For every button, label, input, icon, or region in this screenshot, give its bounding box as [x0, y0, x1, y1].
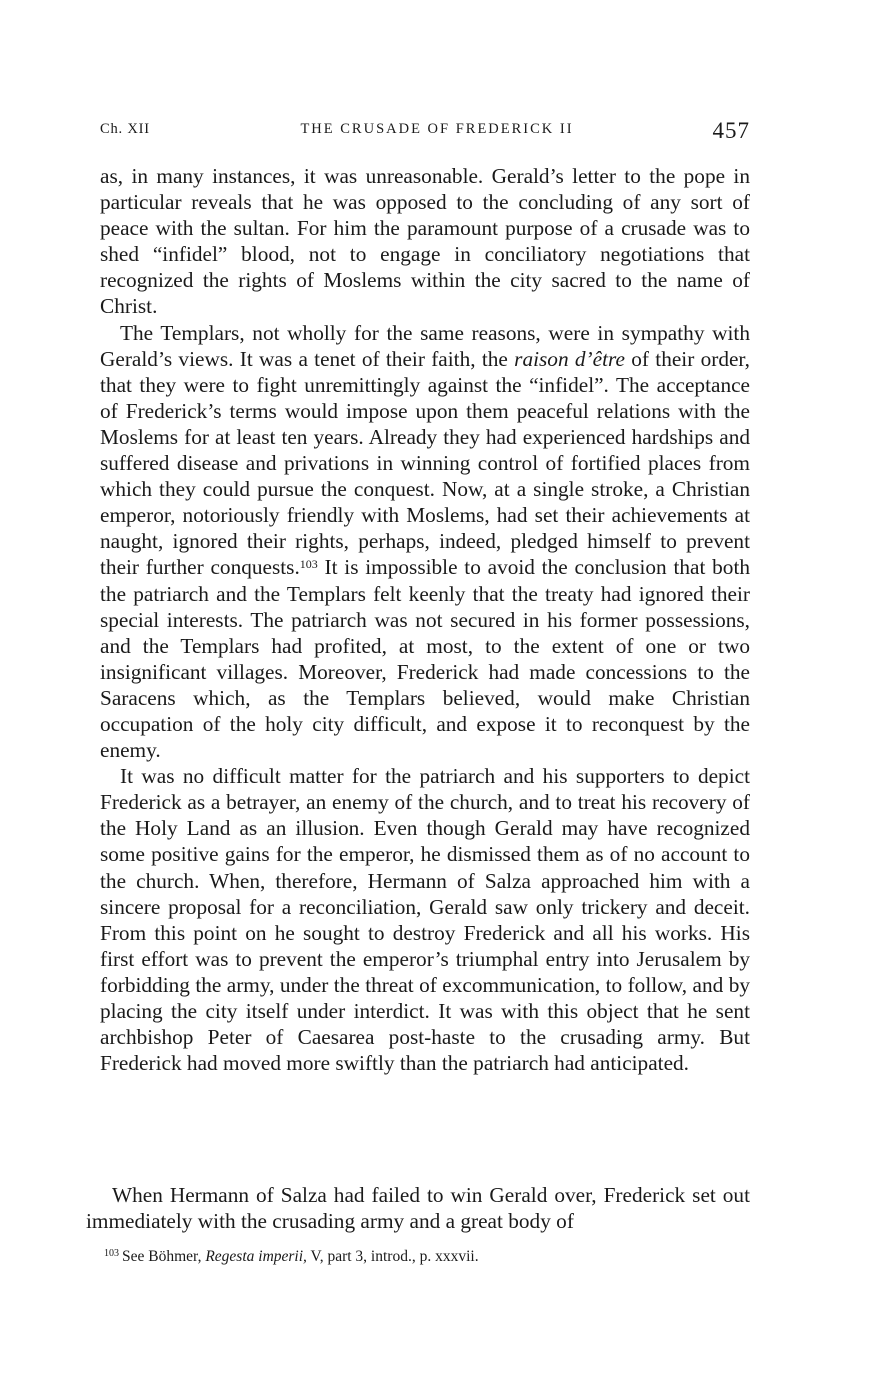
paragraph-2 — [100, 320, 750, 764]
paragraph-1: as, in many instances, it was unreasonable. Gerald’s letter to the pope in particular reveals that he was opposed to the concluding of any sort of peace with the sultan. For him the paramount purpose of a crusade was to shed “infidel” blood, not to engage in conciliatory negotiations that recognized the rights of Moslems within the city sacred to the name of Christ. — [100, 164, 750, 319]
chapter-label: Ch. XII — [100, 121, 150, 137]
running-head — [100, 118, 750, 151]
paragraph-2-text-b: of their order, that they were to fight unremittingly against the “infidel”. The acceptance of Frederick’s terms would impose upon them peaceful relations with the Moslems for at least ten years. Already they had experienced hardships and suffered disease and privations in winning control of fortified places from which they could pursue the conquest. Now, at a single stroke, a Christian emperor, notoriously friendly with Moslems, had set their achievements at naught, ignored their rights, perhaps, indeed, pledged himself to prevent their further conquests. — [100, 346, 750, 580]
paragraph-4: When Hermann of Salza had failed to win Gerald over, Frederick set out immediately with the crusading army and a great body of — [86, 1183, 750, 1234]
footnote-italic: Regesta imperii, — [205, 1248, 307, 1265]
footnote-text-a: See Böhmer, — [122, 1248, 206, 1265]
section-text — [86, 1182, 750, 1234]
paragraph-2-italic: raison d’être — [514, 346, 625, 371]
paragraph-3: It was no difficult matter for the patriarch and his supporters to depict Frederick as a betrayer, an enemy of the church, and to treat his recovery of the Holy Land as an illusion. Even though Gerald may have recognized some positive gains for the emperor, he dismissed them as of no account to the church. When, therefore, Hermann of Salza approached him with a sincere proposal for a reconciliation, Gerald saw only trickery and deceit. From this point on he sought to destroy Frederick and all his works. His first effort was to prevent the emperor’s triumphal entry into Jerusalem by forbidding the army, under the threat of excommunication, to follow, and by placing the city itself under interdict. It was with this object that he sent archbishop Peter of Caesarea post-haste to the crusading army. But Frederick had moved more swiftly than the patriarch had anticipated. — [100, 764, 750, 1076]
paragraph-2-text-c: It is impossible to avoid the conclusion that both the patriarch and the Templars felt keenly that the treaty had ignored their special interests. The patriarch was not secured in his former possessions, and the Templars had profited, at most, to the extent of one or two insignificant villages. Moreover, Frederick had made concessions to the Saracens which, as the Templars believed, would make Christian occupation of the holy city difficult, and expose it to reconquest by the enemy. — [100, 555, 751, 763]
footnote-number: 103 — [104, 1248, 119, 1259]
footnote-reference: 103 — [299, 557, 318, 572]
running-title: THE CRUSADE OF FREDERICK II — [300, 121, 574, 137]
footnote-text-b: V, part 3, introd., p. xxxvii. — [306, 1248, 479, 1265]
main-text — [100, 163, 750, 1076]
page-number: 457 — [712, 118, 750, 143]
paragraph-2-text-a: The Templars, not wholly for the same reasons, were in sympathy with Gerald’s views. It was a tenet of their faith, the — [100, 320, 750, 371]
footnote — [104, 1244, 744, 1267]
